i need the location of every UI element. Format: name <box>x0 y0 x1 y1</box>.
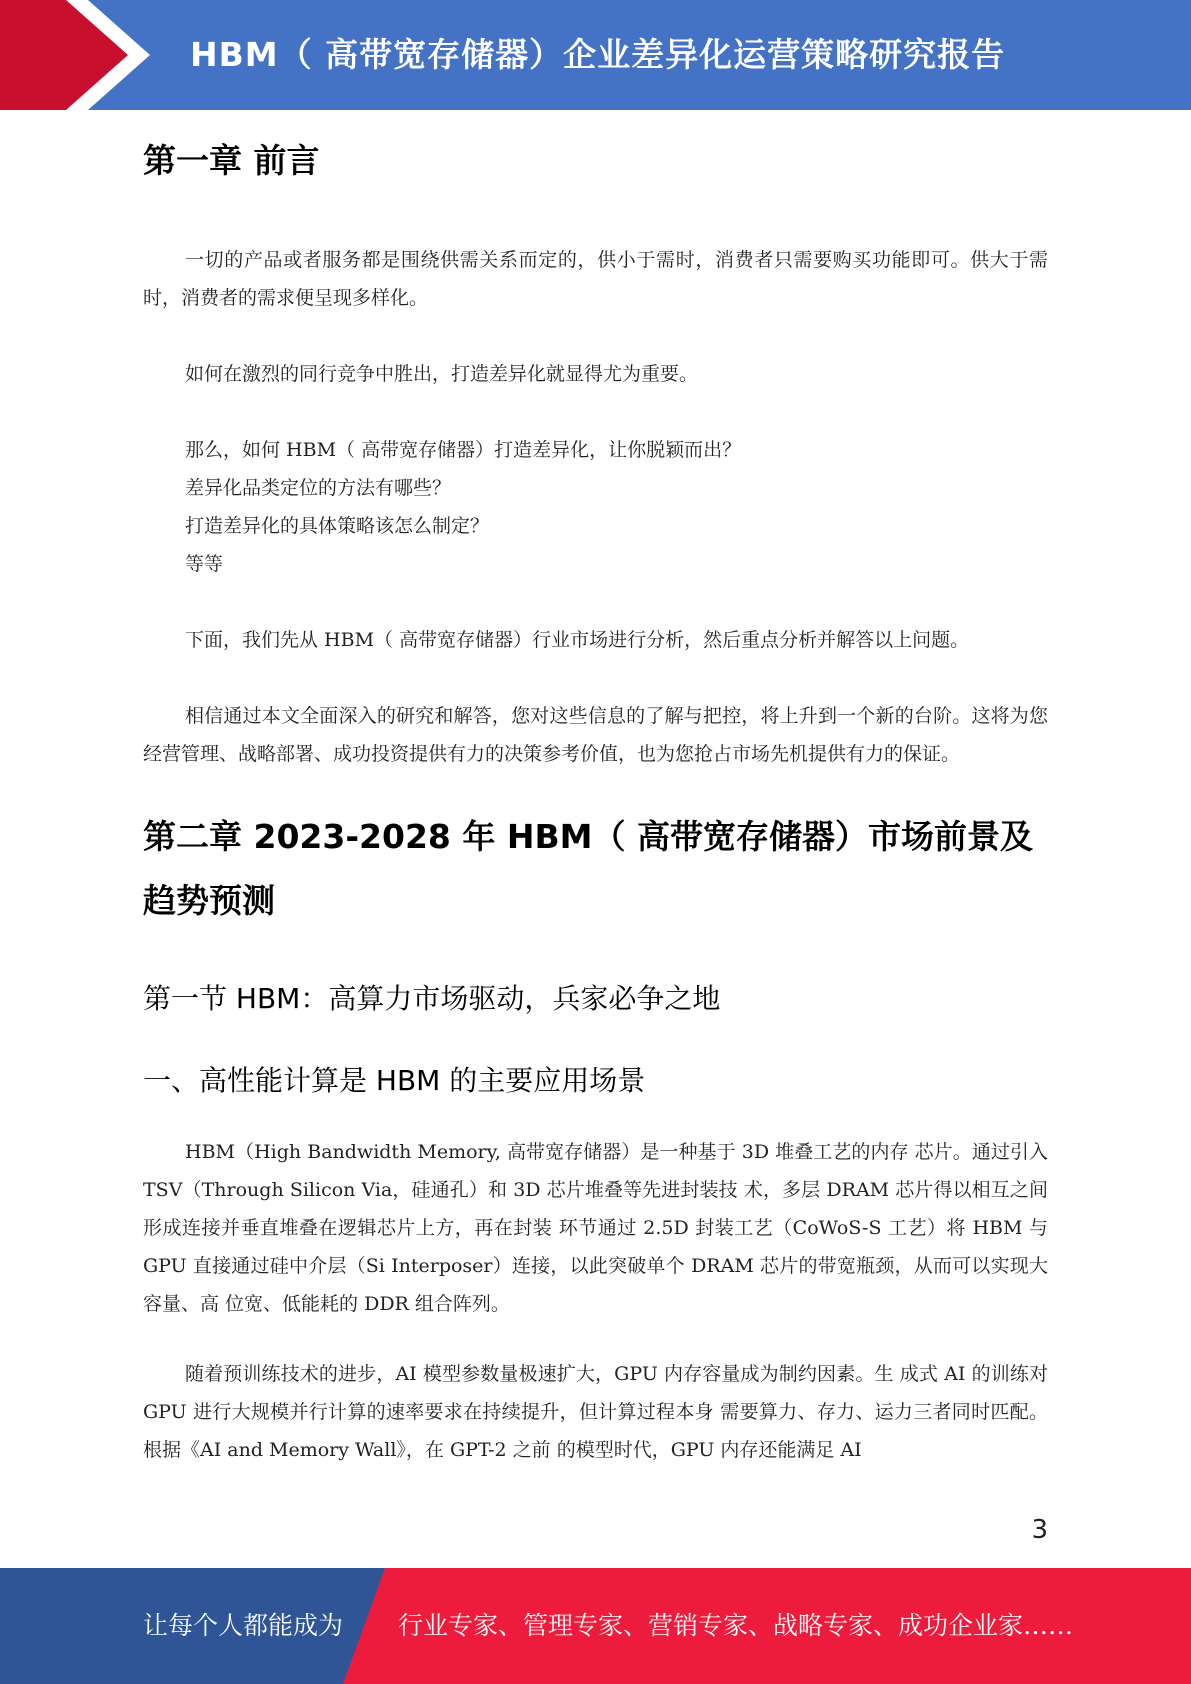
paragraph: 下面，我们先从 HBM（ 高带宽存储器）行业市场进行分析，然后重点分析并解答以上问题。 <box>185 629 970 651</box>
report-title: HBM（ 高带宽存储器）企业差异化运营策略研究报告 <box>190 35 1006 74</box>
footer-slogan: 让每个人都能成为 <box>143 1611 344 1640</box>
paragraph: 相信通过本文全面深入的研究和解答，您对这些信息的了解与把控，将上升到一个新的台阶。这将为您经营管理、战略部署、成功投资提供有力的决策参考价值，也为您抢占市场先机提供有力的保证。 <box>143 705 1048 765</box>
section-title: 第一节 HBM：高算力市场驱动，兵家必争之地 <box>143 982 721 1015</box>
paragraph: 如何在激烈的同行竞争中胜出，打造差异化就显得尤为重要。 <box>185 363 699 385</box>
chapter-1-title: 第一章 前言 <box>143 141 320 180</box>
page-footer <box>0 1568 1191 1684</box>
paragraph: 一切的产品或者服务都是围绕供需关系而定的，供小于需时，消费者只需要购买功能即可。供大于需时，消费者的需求便呈现多样化。 <box>143 249 1048 309</box>
footer-roles: 行业专家、管理专家、营销专家、战略专家、成功企业家…… <box>398 1611 1074 1640</box>
paragraph: HBM（High Bandwidth Memory, 高带宽存储器）是一种基于 3D 堆叠工艺的内存 芯片。通过引入 TSV（Through Silicon Via，硅通孔）和 3D 芯片堆叠等先进封装技 术，多层 DRAM 芯片得以相互之间形成连接并垂直堆叠在逻辑芯片上方，再在封装 环节通过 2.5D 封装工艺（CoWoS-S 工艺）将 HBM 与 GPU 直接通过硅中介层（Si Interposer）连接，以此突破单个 DRAM 芯片的带宽瓶颈，从而可以实现大容量、高 位宽、低能耗的 DDR 组合阵列。 <box>143 1141 1048 1315</box>
chapter-2-title: 第二章 2023-2028 年 HBM（ 高带宽存储器）市场前景及趋势预测 <box>143 817 1033 920</box>
red-arrow-banner <box>0 0 160 110</box>
page-number: 3 <box>1031 1515 1048 1545</box>
paragraph: 那么，如何 HBM（ 高带宽存储器）打造差异化，让你脱颖而出？ <box>185 439 742 461</box>
page-header <box>0 0 1191 110</box>
paragraph: 随着预训练技术的进步，AI 模型参数量极速扩大，GPU 内存容量成为制约因素。生 成式 AI 的训练对 GPU 进行大规模并行计算的速率要求在持续提升，但计算过程本身 需要算力、存力、运力三者同时匹配。根据《AI and Memory Wall》，在 GPT-2 之前 的模型时代，GPU 内存还能满足 AI <box>143 1363 1048 1461</box>
paragraph: 差异化品类定位的方法有哪些？ <box>185 477 452 499</box>
paragraph: 打造差异化的具体策略该怎么制定？ <box>185 515 490 537</box>
paragraph: 等等 <box>185 553 224 575</box>
subsection-title: 一、高性能计算是 HBM 的主要应用场景 <box>143 1064 646 1097</box>
page-content <box>143 110 1048 1469</box>
